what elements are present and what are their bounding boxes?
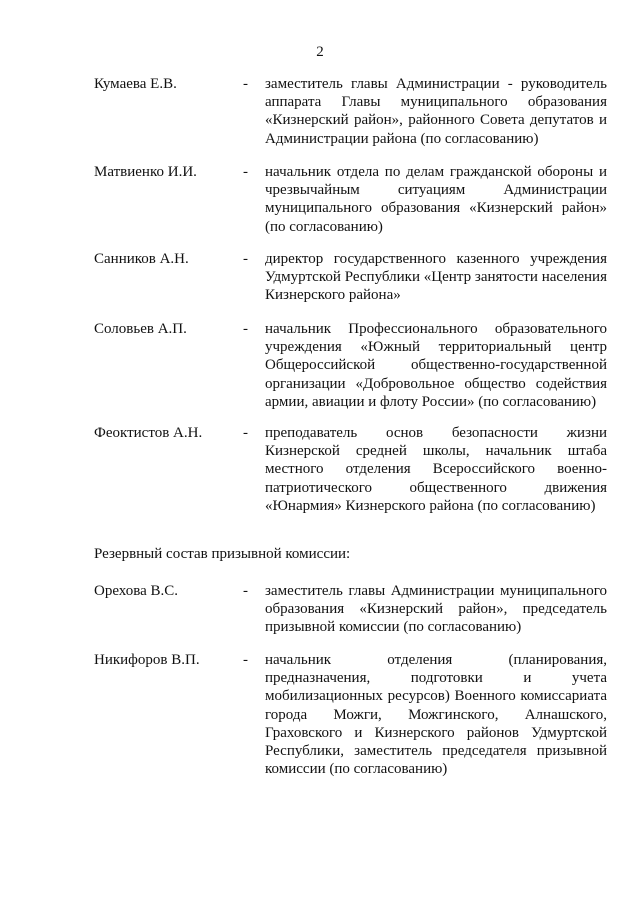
reserve-section-title: Резервный состав призывной комиссии: [94, 546, 351, 562]
member-dash: - [243, 652, 248, 668]
member-dash: - [243, 321, 248, 337]
member-dash: - [243, 76, 248, 92]
member-name: Санников А.Н. [94, 251, 189, 267]
member-name: Никифоров В.П. [94, 652, 200, 668]
member-name: Соловьев А.П. [94, 321, 187, 337]
member-dash: - [243, 583, 248, 599]
member-name: Орехова В.С. [94, 583, 179, 599]
member-position: преподаватель основ безопасности жизни Кизнерской средней школы, начальник штаба местного отделения Всероссийского военно-патриотического общественного движения «Юнармия» Кизнерского района (по согласованию) [265, 425, 607, 514]
member-dash: - [243, 164, 248, 180]
member-position: заместитель главы Администрации муниципального образования «Кизнерский район», председатель призывной комиссии (по согласованию) [265, 583, 607, 636]
member-name: Кумаева Е.В. [94, 76, 177, 92]
member-name: Матвиенко И.И. [94, 164, 197, 180]
member-name: Феоктистов А.Н. [94, 425, 203, 441]
member-dash: - [243, 251, 248, 267]
member-position: директор государственного казенного учреждения Удмуртской Республики «Центр занятости населения Кизнерского района» [265, 251, 607, 304]
member-position: начальник отдела по делам гражданской обороны и чрезвычайным ситуациям Администрации муниципального образования «Кизнерский район» (по согласованию) [265, 164, 607, 235]
member-position: заместитель главы Администрации - руководитель аппарата Главы муниципального образования «Кизнерский район», районного Совета депутатов и Администрации района (по согласованию) [265, 76, 607, 147]
page-number: 2 [316, 44, 324, 60]
member-position: начальник Профессионального образовательного учреждения «Южный территориальный центр Общероссийской общественно-государственной организации «Добровольное общество содействия армии, авиации и флоту России» (по согласованию) [265, 321, 607, 410]
member-position: начальник отделения (планирования, предназначения, подготовки и учета мобилизационных ресурсов) Военного комиссариата города Можги, Можгинского, Алнашского, Граховского и Кизнерского районов Удмуртской Республики, заместитель председателя призывной комиссии (по согласованию) [265, 652, 607, 778]
member-dash: - [243, 425, 248, 441]
